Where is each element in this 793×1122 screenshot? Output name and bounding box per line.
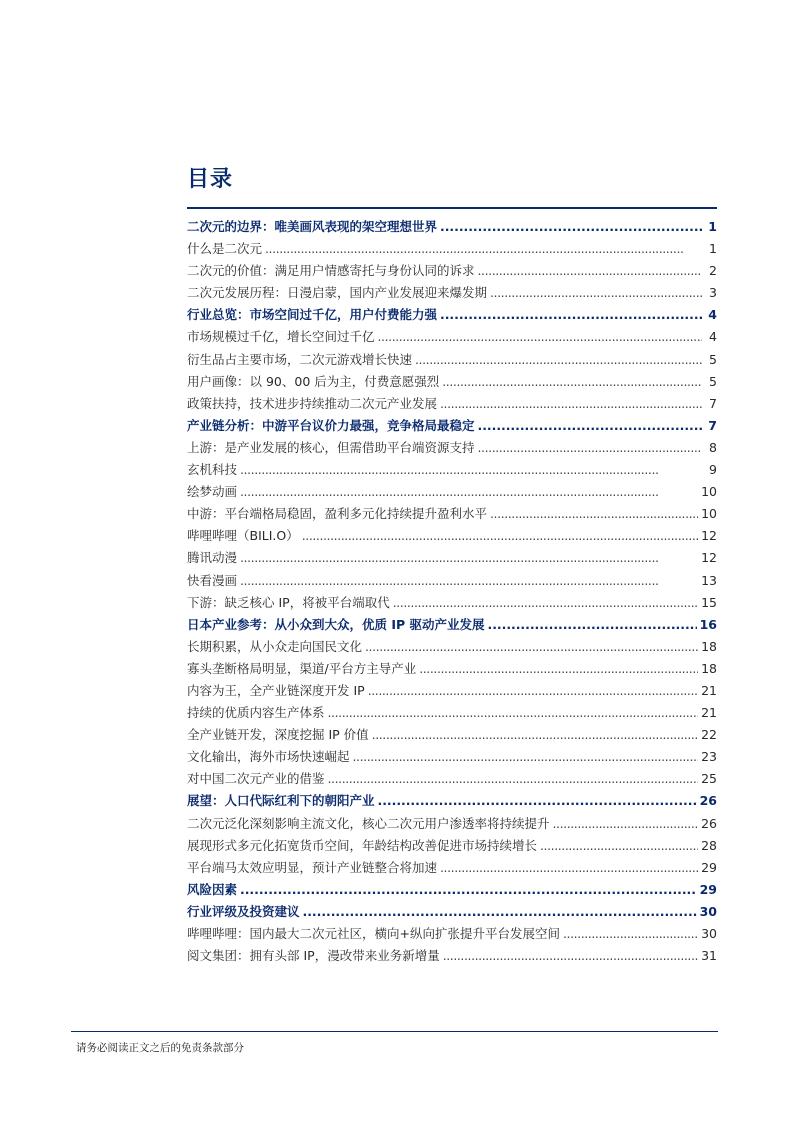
dot-leader — [442, 374, 702, 389]
toc-page-number: 16 — [699, 616, 717, 632]
dot-leader — [240, 484, 698, 499]
toc-subsection-link[interactable] — [187, 747, 717, 769]
toc-subsection-link[interactable] — [187, 261, 717, 283]
toc-subsection-link[interactable] — [187, 814, 717, 836]
toc-page-number: 10 — [701, 484, 717, 500]
toc-entry-label: 二次元的价值：满足用户情感寄托与身份认同的诉求 — [187, 263, 475, 279]
toc-entry-label: 阅文集团：拥有头部 IP，漫改带来业务新增量 — [187, 948, 440, 964]
toc-page-number: 1 — [708, 219, 717, 234]
toc-page-number: 13 — [701, 572, 717, 588]
dot-leader — [240, 573, 698, 588]
dot-leader — [368, 683, 698, 698]
dot-leader — [490, 506, 698, 521]
toc-page-number: 1 — [709, 241, 717, 257]
toc-subsection-link[interactable] — [187, 239, 717, 261]
toc-page-number: 26 — [701, 815, 717, 831]
toc-entry-label: 哔哩哔哩（BILI.O） — [187, 528, 299, 544]
toc-subsection-link[interactable] — [187, 504, 717, 526]
dot-leader — [378, 329, 702, 344]
toc-page-number: 7 — [708, 417, 717, 433]
dot-leader — [328, 705, 699, 720]
dot-leader — [440, 860, 698, 875]
toc-subsection-link[interactable] — [187, 836, 717, 858]
toc-page-number: 12 — [701, 528, 717, 544]
toc-subsection-link[interactable] — [187, 681, 717, 703]
toc-entry-label: 平台端马太效应明显，预计产业链整合将加速 — [187, 859, 438, 875]
toc-page-number: 29 — [699, 881, 717, 897]
toc-entry-label: 行业总览：市场空间过千亿，用户付费能力强 — [187, 307, 438, 323]
toc-section-link[interactable] — [187, 791, 717, 813]
dot-leader — [553, 816, 699, 831]
dot-leader — [302, 528, 698, 543]
toc-entry-label: 二次元泛化深刻影响主流文化，核心二次元用户渗透率将持续提升 — [187, 815, 550, 831]
toc-section-link[interactable] — [187, 217, 717, 239]
toc-entry-label: 用户画像：以 90、00 后为主，付费意愿强烈 — [187, 373, 440, 389]
toc-page-number: 28 — [701, 837, 717, 853]
toc-subsection-link[interactable] — [187, 283, 717, 305]
toc-page-number: 15 — [701, 594, 717, 610]
toc-entry-label: 中游：平台端格局稳固，盈利多元化持续提升盈利水平 — [187, 506, 488, 522]
toc-page-number: 18 — [701, 660, 717, 676]
dot-leader — [328, 771, 699, 786]
toc-subsection-link[interactable] — [187, 394, 717, 416]
toc-entry-label: 绘梦动画 — [187, 484, 238, 500]
toc-page-number: 7 — [709, 395, 717, 411]
dot-leader — [365, 639, 698, 654]
toc-page-number: 10 — [701, 506, 717, 522]
toc-page-number: 4 — [709, 329, 717, 345]
toc-entry-label: 衍生品占主要市场，二次元游戏增长快速 — [187, 351, 413, 367]
toc-page-number: 21 — [701, 705, 717, 721]
toc-entry-label: 内容为王，全产业链深度开发 IP — [187, 682, 365, 698]
toc-subsection-link[interactable] — [187, 350, 717, 372]
dot-leader — [415, 352, 702, 367]
toc-entry-label: 全产业链开发，深度挖掘 IP 价值 — [187, 727, 369, 743]
toc-entry-label: 日本产业参考：从小众到大众，优质 IP 驱动产业发展 — [187, 616, 485, 632]
dot-leader — [240, 550, 698, 565]
toc-entry-label: 什么是二次元 — [187, 241, 263, 257]
toc-entry-label: 快看漫画 — [187, 572, 238, 588]
toc-subsection-link[interactable] — [187, 858, 717, 880]
dot-leader — [440, 396, 702, 411]
toc-entry-label: 展现形式多元化拓宽货币空间，年龄结构改善促进市场持续增长 — [187, 837, 538, 853]
toc-entry-label: 持续的优质内容生产体系 — [187, 705, 325, 721]
toc-entry-label: 玄机科技 — [187, 462, 238, 478]
toc-subsection-link[interactable] — [187, 548, 717, 570]
toc-entry-label: 长期积累，从小众走向国民文化 — [187, 638, 363, 654]
dot-leader — [478, 418, 702, 433]
toc-subsection-link[interactable] — [187, 482, 717, 504]
toc-page-number: 5 — [709, 351, 717, 367]
toc-page-number: 22 — [701, 727, 717, 743]
toc-entry-label: 文化输出，海外市场快速崛起 — [187, 749, 350, 765]
toc-page-number: 25 — [701, 771, 717, 787]
toc-subsection-link[interactable] — [187, 327, 717, 349]
toc-section-link[interactable] — [187, 615, 717, 637]
dot-leader — [419, 661, 698, 676]
toc-section-link[interactable] — [187, 902, 717, 924]
toc-entry-label: 寡头垄断格局明显，渠道/平台方主导产业 — [187, 660, 417, 676]
dot-leader — [563, 926, 698, 941]
toc-page-number: 5 — [709, 373, 717, 389]
toc-page-number: 31 — [701, 948, 717, 964]
toc-entry-label: 风险因素 — [187, 881, 238, 897]
toc-subsection-link[interactable] — [187, 571, 717, 593]
toc-page-number: 8 — [709, 439, 717, 455]
toc-entry-label: 展望：人口代际红利下的朝阳产业 — [187, 793, 375, 809]
toc-page-number: 4 — [708, 307, 717, 323]
dot-leader — [440, 219, 702, 234]
toc-subsection-link[interactable] — [187, 659, 717, 681]
dot-leader — [303, 904, 697, 919]
toc-page-number: 29 — [701, 859, 717, 875]
toc-entry-label: 二次元的边界：唯美画风表现的架空理想世界 — [187, 219, 438, 234]
toc-entry-label: 产业链分析：中游平台议价力最强，竞争格局最稳定 — [187, 417, 475, 433]
toc-entry-label: 政策扶持，技术进步持续推动二次元产业发展 — [187, 395, 438, 411]
toc-section-link[interactable] — [187, 305, 717, 327]
toc-section-link[interactable] — [187, 880, 717, 902]
toc-subsection-link[interactable] — [187, 593, 717, 615]
toc-subsection-link[interactable] — [187, 769, 717, 791]
dot-leader — [540, 838, 698, 853]
dot-leader — [478, 263, 702, 278]
toc-subsection-link[interactable] — [187, 703, 717, 725]
toc-page-number: 12 — [701, 550, 717, 566]
toc-page-number: 9 — [709, 462, 717, 478]
toc-page-number: 21 — [701, 682, 717, 698]
toc-entry-label: 二次元发展历程：日漫启蒙，国内产业发展迎来爆发期 — [187, 285, 488, 301]
toc-page-number: 18 — [701, 638, 717, 654]
toc-page-number: 2 — [709, 263, 717, 279]
toc-entry-label: 哔哩哔哩：国内最大二次元社区，横向+纵向扩张提升平台发展空间 — [187, 926, 560, 941]
dot-leader — [353, 749, 699, 764]
toc-subsection-link[interactable] — [187, 924, 717, 946]
dot-leader — [378, 793, 697, 808]
dot-leader — [443, 948, 698, 963]
toc-subsection-link[interactable] — [187, 637, 717, 659]
table-of-contents — [187, 217, 717, 968]
dot-leader — [372, 727, 698, 742]
dot-leader — [490, 285, 702, 300]
toc-entry-label: 对中国二次元产业的借鉴 — [187, 771, 325, 787]
page-title: 目录 — [187, 167, 234, 192]
dot-leader — [488, 617, 697, 632]
toc-entry-label: 上游：是产业发展的核心，但需借助平台端资源支持 — [187, 439, 475, 455]
toc-page-number: 26 — [699, 793, 717, 809]
toc-subsection-link[interactable] — [187, 946, 717, 968]
toc-page-number: 3 — [709, 285, 717, 301]
dot-leader — [393, 595, 698, 610]
toc-entry-label: 下游：缺乏核心 IP，将被平台端取代 — [187, 594, 390, 610]
toc-entry-label: 行业评级及投资建议 — [187, 903, 300, 919]
toc-subsection-link[interactable] — [187, 725, 717, 747]
toc-page-number: 23 — [701, 749, 717, 765]
toc-page-number: 30 — [699, 903, 717, 919]
dot-leader — [240, 882, 697, 897]
toc-entry-label: 市场规模过千亿，增长空间过千亿 — [187, 329, 375, 345]
title-divider — [187, 207, 717, 209]
toc-page-number: 30 — [701, 926, 717, 941]
toc-section-link[interactable] — [187, 416, 717, 438]
footer-divider — [71, 1031, 718, 1032]
toc-subsection-link[interactable] — [187, 438, 717, 460]
toc-entry-label: 腾讯动漫 — [187, 550, 238, 566]
dot-leader — [265, 241, 702, 256]
dot-leader — [478, 440, 702, 455]
footer-disclaimer: 请务必阅读正文之后的免责条款部分 — [76, 1042, 244, 1054]
toc-subsection-link[interactable] — [187, 372, 717, 394]
toc-subsection-link[interactable] — [187, 460, 717, 482]
dot-leader — [240, 462, 702, 477]
dot-leader — [440, 307, 702, 322]
toc-subsection-link[interactable] — [187, 526, 717, 548]
